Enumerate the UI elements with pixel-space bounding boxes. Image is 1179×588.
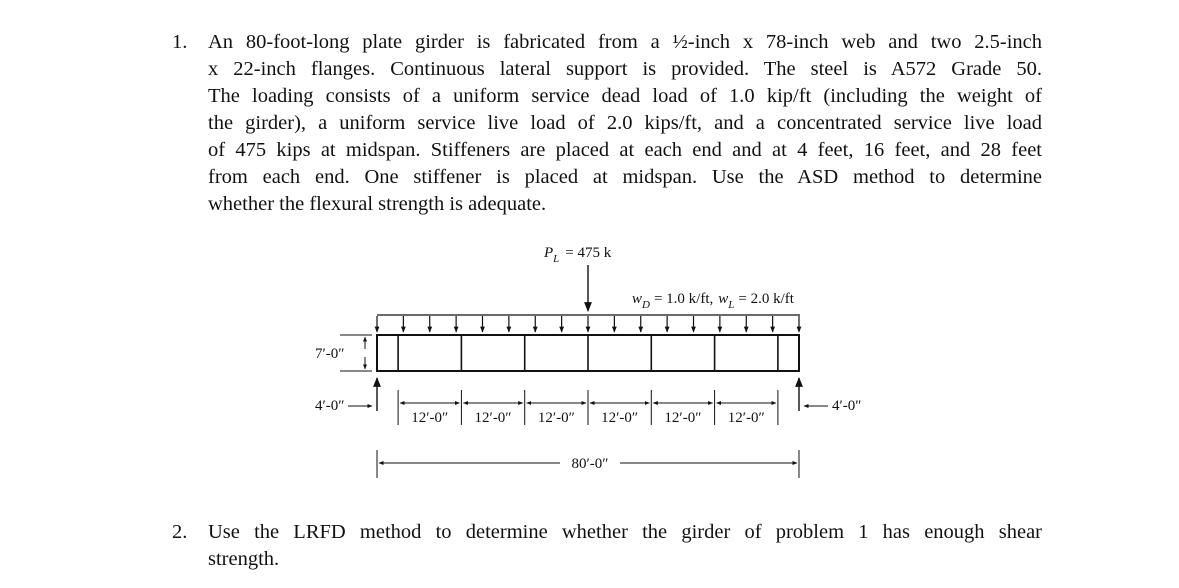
problem-2-line: Use the LRFD method to determine whether the girder of problem 1 has enough shear bbox=[208, 521, 1042, 543]
panel-dim-label: 12′-0″ bbox=[411, 410, 449, 426]
point-load-label: $P_L = 475$ k bbox=[544, 245, 612, 265]
problem-2-number: 2. bbox=[172, 521, 188, 543]
stiffeners bbox=[398, 335, 778, 371]
total-dim-label: 80′-0″ bbox=[571, 456, 609, 472]
height-dim-label: 7′-0″ bbox=[315, 346, 345, 362]
problem-1-line: whether the flexural strength is adequate. bbox=[208, 193, 547, 215]
left-end-dim-label: 4′-0″ bbox=[315, 398, 345, 414]
problem-1-line: An 80-foot-long plate girder is fabricated from a ½-inch x 78-inch web and two 2.5-inch bbox=[208, 31, 1042, 53]
problem-1-line: from each end. One stiffener is placed at midspan. Use the ASD method to determine bbox=[208, 166, 1042, 188]
panel-dim-label: 12′-0″ bbox=[601, 410, 639, 426]
problem-2-line: strength. bbox=[208, 548, 280, 570]
distributed-load-label: $w_D = 1.0$ k/ft, $w_L = 2.0$ k/ft bbox=[632, 291, 794, 311]
panel-dim-label: 12′-0″ bbox=[664, 410, 702, 426]
problem-1-number: 1. bbox=[172, 31, 188, 53]
right-end-dim-label: 4′-0″ bbox=[832, 398, 862, 414]
problem-1-line: of 475 kips at midspan. Stiffeners are placed at each end and at 4 feet, 16 feet, and 28 feet bbox=[208, 139, 1042, 161]
panel-dim-label: 12′-0″ bbox=[727, 410, 765, 426]
panel-dim-label: 12′-0″ bbox=[474, 410, 512, 426]
problem-1-line: The loading consists of a uniform service dead load of 1.0 kip/ft (including the weight of bbox=[208, 85, 1042, 107]
problem-2-text bbox=[208, 519, 1042, 573]
problem-1-line: the girder), a uniform service live load of 2.0 kips/ft, and a concentrated service live load bbox=[208, 112, 1042, 134]
panel-dimensions bbox=[398, 390, 778, 426]
problem-1-line: x 22-inch flanges. Continuous lateral support is provided. The steel is A572 Grade 50. bbox=[208, 58, 1042, 80]
panel-dim-label: 12′-0″ bbox=[537, 410, 575, 426]
distributed-load-arrows bbox=[377, 316, 799, 332]
